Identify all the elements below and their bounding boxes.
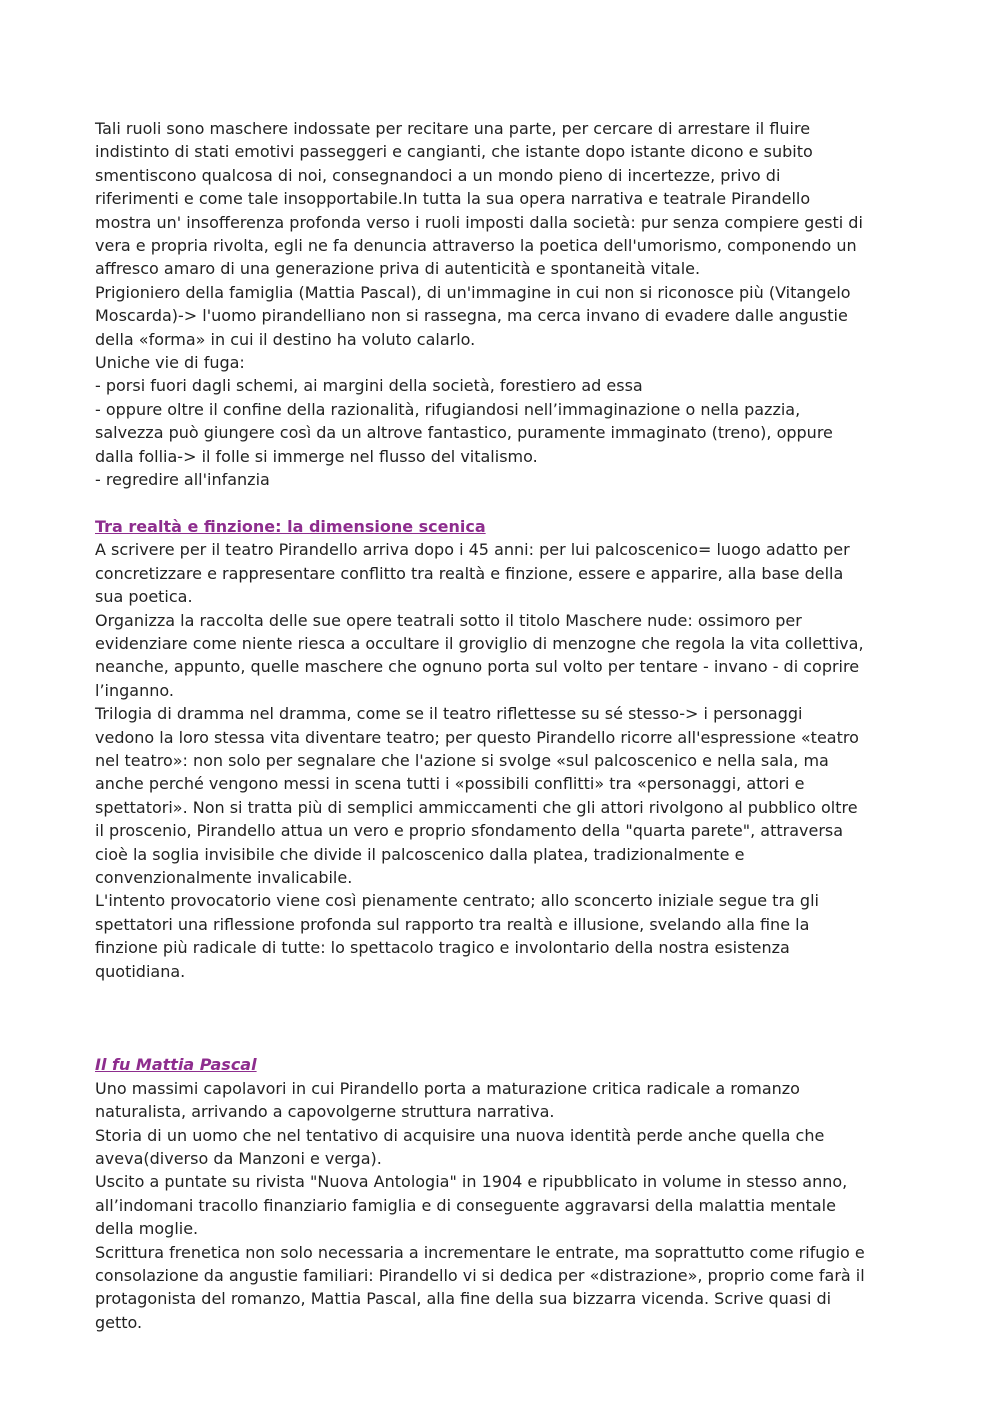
spacer — [95, 983, 905, 1030]
text-line: della moglie. — [95, 1219, 199, 1239]
text-line: convenzionalmente invalicabile. — [95, 867, 353, 887]
text-line: Scrittura frenetica non solo necessaria a incrementare le entrate, ma soprattutto come rifugio e — [95, 1242, 865, 1262]
text-line: consolazione da angustie familiari: Pirandello vi si dedica per «distrazione», proprio come farà il — [95, 1266, 865, 1286]
text-line: concretizzare e rappresentare conflitto tra realtà e finzione, essere e apparire, alla base della — [95, 563, 844, 583]
text-line: l’inganno. — [95, 680, 174, 700]
text-line: smentiscono qualcosa di noi, consegnandoci a un mondo pieno di incertezze, privo di — [95, 165, 781, 185]
text-line: anche perché vengono messi in scena tutti i «possibili conflitti» tra «personaggi, attori e — [95, 774, 805, 794]
text-line: nel teatro»: non solo per segnalare che l'azione si svolge «sul palcoscenico e nella sala, ma — [95, 750, 829, 770]
text-line: quotidiana. — [95, 961, 186, 981]
text-line: A scrivere per il teatro Pirandello arriva dopo i 45 anni: per lui palcoscenico= luogo adatto per — [95, 540, 850, 560]
paragraph-block-scenica — [95, 538, 905, 983]
text-line: Uscito a puntate su rivista "Nuova Antologia" in 1904 e ripubblicato in volume in stesso anno, — [95, 1172, 848, 1192]
text-line: - oppure oltre il confine della razionalità, rifugiandosi nell’immaginazione o nella pazzia, — [95, 399, 801, 419]
text-line: Uniche vie di fuga: — [95, 353, 245, 373]
text-line: cioè la soglia invisibile che divide il palcoscenico dalla platea, tradizionalmente e — [95, 844, 745, 864]
paragraph-block-mattia-pascal — [95, 1077, 905, 1334]
text-line: finzione più radicale di tutte: lo spettacolo tragico e involontario della nostra esistenza — [95, 938, 790, 958]
text-line: L'intento provocatorio viene così pienamente centrato; allo sconcerto iniziale segue tra gli — [95, 891, 819, 911]
text-line: dalla follia-> il folle si immerge nel flusso del vitalismo. — [95, 446, 538, 466]
text-line: spettatori una riflessione profonda sul rapporto tra realtà e illusione, svelando alla fine la — [95, 914, 810, 934]
text-line: getto. — [95, 1312, 143, 1332]
text-line: salvezza può giungere così da un altrove fantastico, puramente immaginato (treno), oppure — [95, 423, 833, 443]
text-line: - regredire all'infanzia — [95, 470, 270, 490]
text-line: della «forma» in cui il destino ha voluto calarlo. — [95, 329, 476, 349]
text-line: indistinto di stati emotivi passeggeri e cangianti, che istante dopo istante dicono e subito — [95, 142, 813, 162]
text-line: aveva(diverso da Manzoni e verga). — [95, 1149, 382, 1169]
paragraph-block-intro — [95, 117, 905, 492]
text-line: Uno massimi capolavori in cui Pirandello porta a maturazione critica radicale a romanzo — [95, 1078, 800, 1098]
text-line: Trilogia di dramma nel dramma, come se il teatro riflettesse su sé stesso-> i personaggi — [95, 704, 803, 724]
text-line: evidenziare come niente riesca a occultare il groviglio di menzogne che regola la vita collettiva, — [95, 633, 864, 653]
section-heading-mattia-pascal: Il fu Mattia Pascal — [95, 1055, 257, 1075]
text-line: naturalista, arrivando a capovolgerne struttura narrativa. — [95, 1102, 555, 1122]
spacer — [95, 1030, 905, 1053]
text-line: mostra un' insofferenza profonda verso i ruoli imposti dalla società: pur senza compiere gesti di — [95, 212, 863, 232]
text-line: riferimenti e come tale insopportabile.In tutta la sua opera narrativa e teatrale Pirandello — [95, 189, 811, 209]
text-line: - porsi fuori dagli schemi, ai margini della società, forestiero ad essa — [95, 376, 643, 396]
text-line: il proscenio, Pirandello attua un vero e proprio sfondamento della "quarta parete", attraversa — [95, 821, 844, 841]
text-line: vedono la loro stessa vita diventare teatro; per questo Pirandello ricorre all'espressione «teatro — [95, 727, 859, 747]
section-heading-scenica: Tra realtà e finzione: la dimensione scenica — [95, 516, 486, 536]
text-line: vera e propria rivolta, egli ne fa denuncia attraverso la poetica dell'umorismo, componendo un — [95, 236, 857, 256]
spacer — [95, 492, 905, 515]
text-line: sua poetica. — [95, 587, 193, 607]
text-line: Prigioniero della famiglia (Mattia Pascal), di un'immagine in cui non si riconosce più (Vitangelo — [95, 282, 851, 302]
text-line: spettatori». Non si tratta più di semplici ammiccamenti che gli attori rivolgono al pubblico oltre — [95, 797, 858, 817]
text-line: protagonista del romanzo, Mattia Pascal, alla fine della sua bizzarra vicenda. Scrive quasi di — [95, 1289, 832, 1309]
text-line: Storia di un uomo che nel tentativo di acquisire una nuova identità perde anche quella che — [95, 1125, 825, 1145]
text-line: Organizza la raccolta delle sue opere teatrali sotto il titolo Maschere nude: ossimoro per — [95, 610, 802, 630]
text-line: all’indomani tracollo finanziario famiglia e di conseguente aggravarsi della malattia mentale — [95, 1195, 836, 1215]
text-line: Moscarda)-> l'uomo pirandelliano non si rassegna, ma cerca invano di evadere dalle angustie — [95, 306, 848, 326]
text-line: Tali ruoli sono maschere indossate per recitare una parte, per cercare di arrestare il fluire — [95, 119, 811, 138]
text-line: neanche, appunto, quelle maschere che ognuno porta sul volto per tentare - invano - di coprire — [95, 657, 860, 677]
text-line: affresco amaro di una generazione priva di autenticità e spontaneità vitale. — [95, 259, 701, 279]
